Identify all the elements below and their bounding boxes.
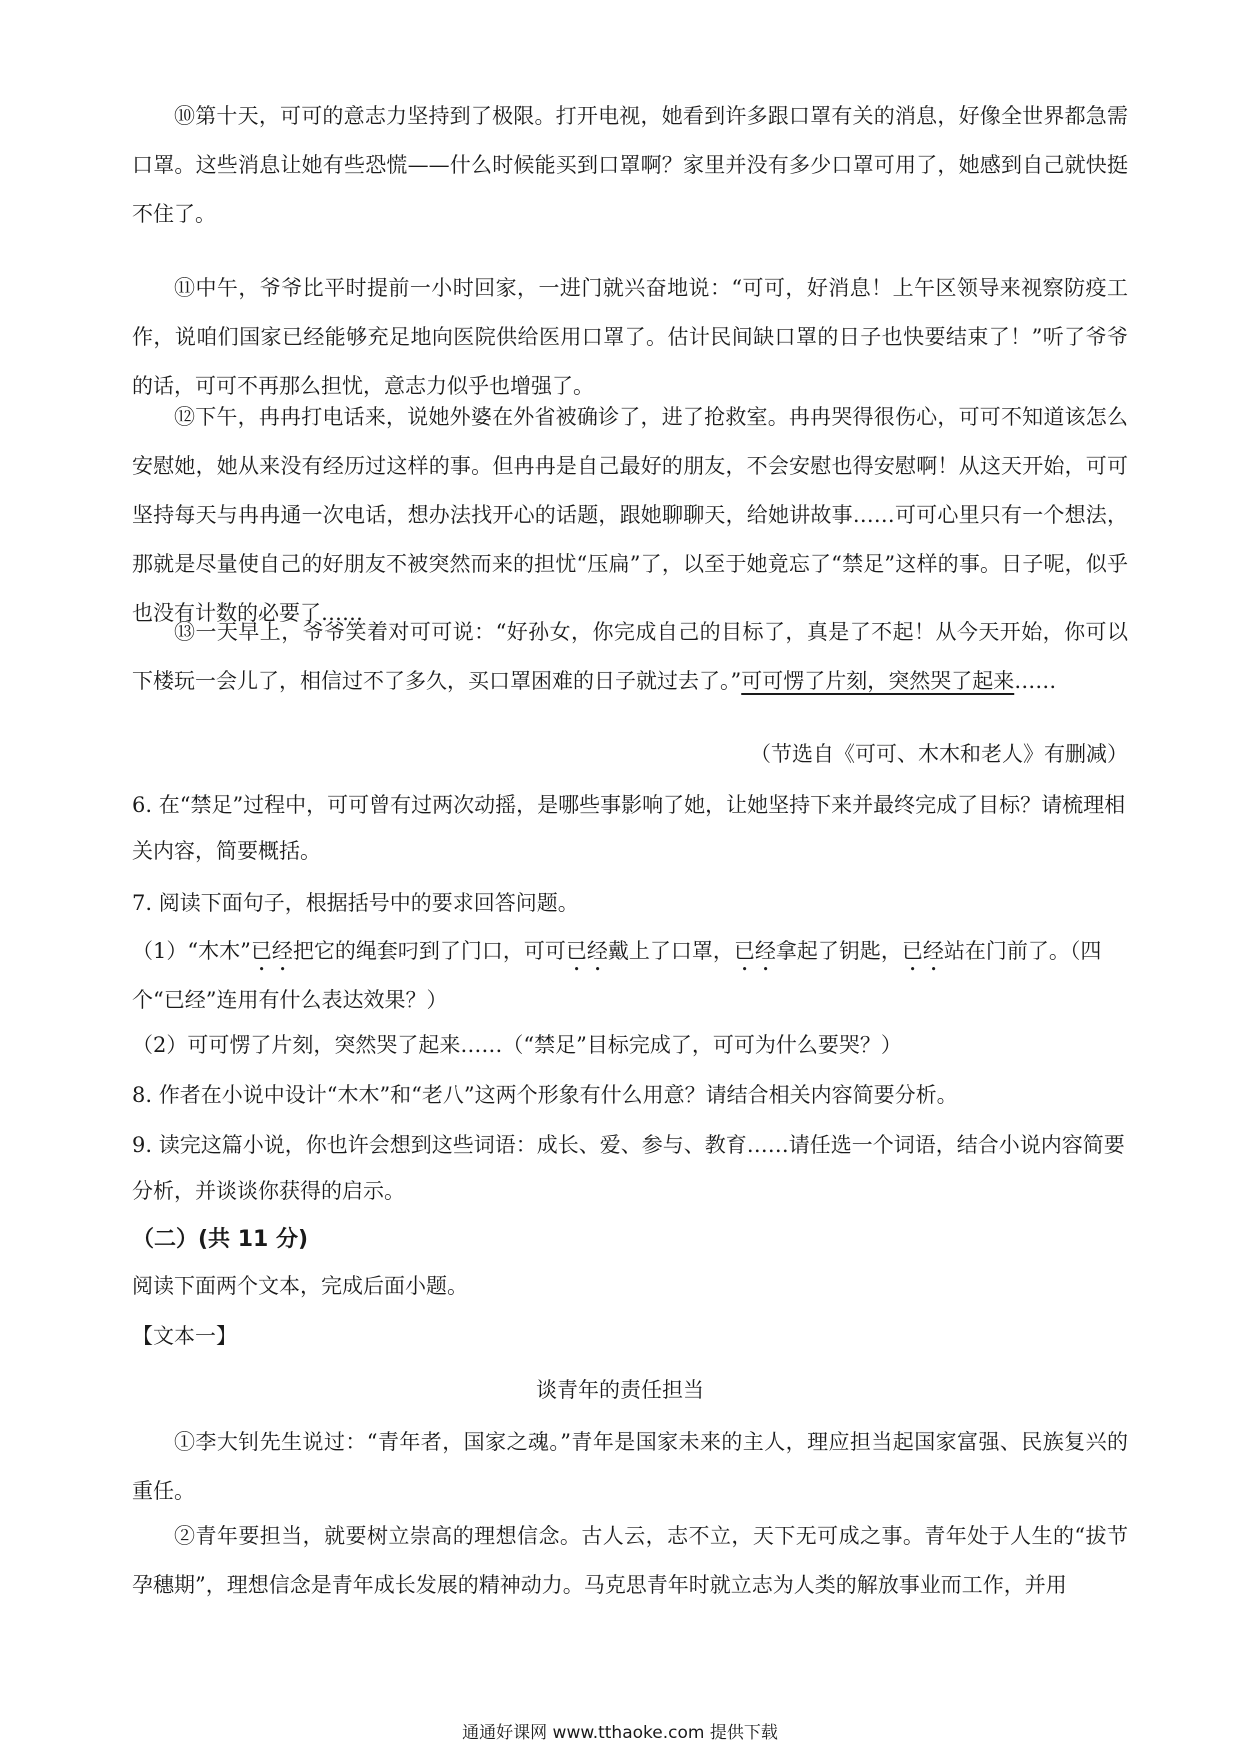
question-7-part-1: [132, 927, 1128, 1024]
excerpt-source: （节选自《可可、木木和老人》有删减）: [750, 742, 1128, 766]
section-2-intro: 阅读下面两个文本，完成后面小题。: [132, 1274, 468, 1298]
emphasis-yijing-3: 已经: [733, 939, 776, 963]
question-8: 8. 作者在小说中设计“木木”和“老八”这两个形象有什么用意？请结合相关内容简要分析。: [132, 1083, 958, 1107]
paragraph-13-ellipsis: ……: [1014, 669, 1057, 693]
question-9: 9. 读完这篇小说，你也许会想到这些词语：成长、爱、参与、教育……请任选一个词语，结合小说内容简要分析，并谈谈你获得的启示。: [132, 1133, 1125, 1203]
story-paragraph-12: ⑫下午，冉冉打电话来，说她外婆在外省被确诊了，进了抢救室。冉冉哭得很伤心，可可不知道该怎么安慰她，她从来没有经历过这样的事。但冉冉是自己最好的朋友，不会安慰也得安慰啊！从这天开始，可可坚持每天与冉冉通一次电话，想办法找开心的话题，跟她聊聊天，给她讲故事……可可心里只有一个想法，那就是尽量使自己的好朋友不被突然而来的担忧“压扁”了，以至于她竟忘了“禁足”这样的事。日子呢，似乎也没有计数的必要了……: [132, 405, 1128, 625]
question-6: 6. 在“禁足”过程中，可可曾有过两次动摇，是哪些事影响了她，让她坚持下来并最终完成了目标？请梳理相关内容，简要概括。: [132, 793, 1126, 863]
q7-1-text-a: （1）“木木”: [132, 939, 251, 963]
emphasis-yijing-1: 已经: [250, 939, 293, 963]
story-paragraph-13: [132, 608, 1128, 706]
q7-1-text-e: 站在门前了。（四个“已经”连用有什么表达效果？）: [132, 939, 1102, 1012]
emphasis-yijing-2: 已经: [565, 939, 608, 963]
q7-1-text-b: 把它的绳套叼到了门口，可可: [292, 939, 566, 963]
q7-1-text-c: 戴上了口罩，: [607, 939, 734, 963]
q7-1-text-d: 拿起了钥匙，: [775, 939, 902, 963]
story-paragraph-11: ⑪中午，爷爷比平时提前一小时回家，一进门就兴奋地说：“可可，好消息！上午区领导来视察防疫工作，说咱们国家已经能够充足地向医院供给医用口罩了。估计民间缺口罩的日子也快要结束了！”听了爷爷的话，可可不再那么担忧，意志力似乎也增强了。: [132, 276, 1128, 398]
essay-paragraph-1: ①李大钊先生说过：“青年者，国家之魂。”青年是国家未来的主人，理应担当起国家富强、民族复兴的重任。: [132, 1430, 1128, 1503]
question-7-part-2: （2）可可愣了片刻，突然哭了起来……（“禁足”目标完成了，可可为什么要哭？）: [132, 1033, 902, 1057]
essay-title: 谈青年的责任担当: [536, 1378, 704, 1402]
underlined-sentence: 可可愣了片刻，突然哭了起来: [741, 669, 1015, 693]
footer-watermark: 通通好课网 www.tthaoke.com 提供下载: [462, 1723, 778, 1743]
story-paragraph-10: ⑩第十天，可可的意志力坚持到了极限。打开电视，她看到许多跟口罩有关的消息，好像全世界都急需口罩。这些消息让她有些恐慌——什么时候能买到口罩啊？家里并没有多少口罩可用了，她感到自己就快挺不住了。: [132, 104, 1128, 226]
emphasis-yijing-4: 已经: [901, 939, 944, 963]
paragraph-13-text: ⑬一天早上，爷爷笑着对可可说：“好孙女，你完成自己的目标了，真是了不起！从今天开始，你可以下楼玩一会儿了，相信过不了多久，买口罩困难的日子就过去了。”: [132, 620, 1128, 693]
question-7: 7. 阅读下面句子，根据括号中的要求回答问题。: [132, 891, 579, 915]
text-one-label: 【文本一】: [132, 1324, 237, 1348]
essay-paragraph-2: ②青年要担当，就要树立崇高的理想信念。古人云，志不立，天下无可成之事。青年处于人生的“拔节孕穗期”，理想信念是青年成长发展的精神动力。马克思青年时就立志为人类的解放事业而工作，并用: [132, 1524, 1128, 1597]
section-2-heading: （二）(共 11 分): [132, 1227, 309, 1252]
